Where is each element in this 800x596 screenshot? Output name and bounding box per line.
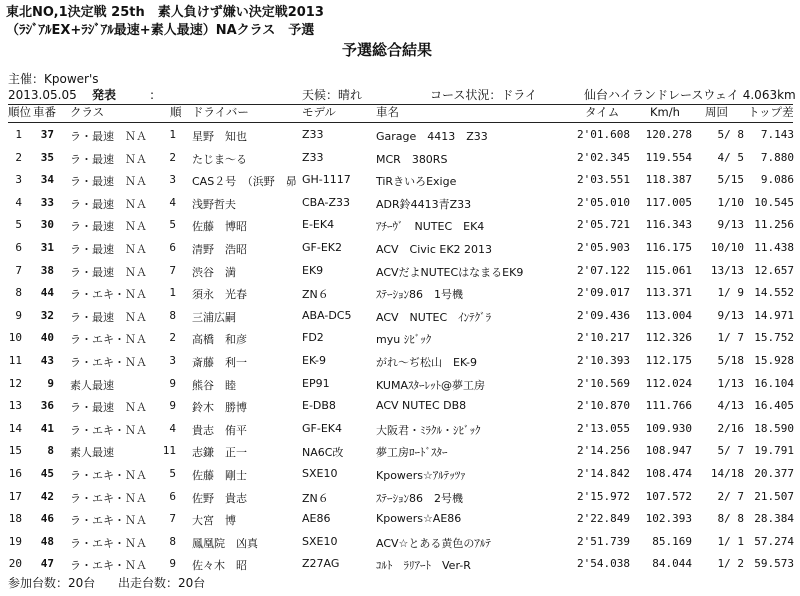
entries-count: 参加台数：20台 [8, 576, 96, 590]
cell-laps: 5/15 [717, 173, 744, 187]
cell-driver: 貴志 侑平 [192, 423, 247, 437]
cell-cls: ラ・エキ・ＮＡ [70, 469, 147, 482]
cell-gap: 15.928 [754, 354, 794, 367]
cell-ord: 3 [169, 173, 176, 187]
cell-laps: 13/13 [710, 263, 744, 277]
cell-laps: 1/ 7 [717, 331, 744, 345]
cell-car: TiRきいろExige [376, 175, 457, 189]
cell-model: EK-9 [302, 354, 326, 367]
cell-ord: 11 [162, 444, 176, 458]
table-row [0, 419, 800, 440]
cell-cls: ラ・エキ・ＮＡ [70, 356, 147, 369]
table-row [0, 487, 800, 508]
cell-time: 2'10.393 [577, 354, 630, 367]
cell-car: MCR 380RS [376, 152, 448, 166]
cell-driver: 佐々木 昭 [192, 559, 247, 573]
table-row [0, 464, 800, 485]
cell-time: 2'05.721 [577, 218, 630, 232]
cell-laps: 5/ 7 [717, 444, 744, 458]
cell-num: 34 [40, 173, 54, 187]
cell-ord: 4 [169, 195, 176, 209]
cell-cls: ラ・最速 ＮＡ [70, 197, 147, 211]
cell-gap: 7.143 [760, 128, 794, 141]
cell-laps: 4/13 [717, 399, 744, 413]
cell-num: 44 [40, 286, 54, 300]
cell-ord: 7 [169, 263, 176, 277]
cell-ord: 5 [169, 467, 176, 480]
col-order: 順 [170, 105, 182, 119]
cell-driver: 清野 浩昭 [192, 243, 247, 256]
cell-num: 40 [40, 331, 54, 345]
col-gap: トップ差 [748, 105, 794, 119]
circuit-name: 仙台ハイランドレースウェイ 4.063km [584, 88, 796, 102]
cell-model: ZN６ [302, 491, 329, 505]
table-row [0, 374, 800, 395]
cell-gap: 14.971 [754, 308, 794, 322]
cell-model: EP91 [302, 376, 330, 390]
cell-laps: 4/ 5 [717, 150, 744, 164]
weather: 天候：晴れ [302, 88, 363, 102]
table-row [0, 215, 800, 236]
cell-car: Kpowers☆AE86 [376, 512, 462, 526]
col-num: 車番 [33, 105, 56, 119]
cell-speed: 116.175 [645, 241, 692, 254]
cell-ord: 5 [169, 218, 176, 232]
cell-num: 8 [47, 444, 54, 458]
table-row [0, 509, 800, 530]
announce-date: 2013.05.05 [8, 88, 77, 102]
cell-cls: ラ・最速 ＮＡ [70, 243, 147, 256]
cell-gap: 28.384 [754, 512, 794, 526]
cell-model: GF-EK4 [302, 421, 342, 435]
cell-driver: 高橋 和彦 [192, 333, 247, 347]
cell-time: 2'22.849 [577, 512, 630, 526]
col-pos: 順位 [8, 105, 31, 119]
cell-num: 38 [40, 263, 54, 277]
cell-model: Z33 [302, 128, 324, 141]
organizer: 主催：Kpower's [8, 72, 99, 86]
table-row [0, 554, 800, 575]
cell-num: 41 [40, 421, 54, 435]
cell-model: ABA-DC5 [302, 308, 352, 322]
col-class: クラス [70, 105, 105, 119]
cell-time: 2'13.055 [577, 421, 630, 435]
cell-ord: 9 [169, 399, 176, 413]
cell-car: KUMAｽﾀｰﾚｯﾄ@夢工房 [376, 378, 485, 392]
table-row [0, 148, 800, 169]
cell-ord: 9 [169, 376, 176, 390]
cell-speed: 85.169 [652, 534, 692, 548]
cell-pos: 19 [8, 534, 22, 548]
cell-pos: 3 [15, 173, 22, 187]
event-title-line1: 東北NO,1決定戦 25th 素人負けず嫌い決定戦2013 [6, 5, 324, 20]
cell-pos: 10 [8, 331, 22, 345]
cell-speed: 84.044 [652, 557, 692, 571]
cell-time: 2'02.345 [577, 150, 630, 164]
cell-ord: 9 [169, 557, 176, 571]
cell-laps: 14/18 [710, 467, 744, 480]
cell-ord: 7 [169, 512, 176, 526]
cell-gap: 11.256 [754, 218, 794, 232]
cell-car: 夢工房ﾛｰﾄﾞｽﾀｰ [376, 446, 448, 460]
cell-car: ACV Civic EK2 2013 [376, 243, 493, 256]
cell-pos: 12 [8, 376, 22, 390]
event-title-line2: （ﾗｼﾞｱﾙEX+ﾗｼﾞｱﾙ最速+素人最速）NAクラス 予選 [6, 23, 315, 38]
cell-driver: 斎藤 利一 [192, 356, 247, 369]
cell-laps: 8/ 8 [717, 512, 744, 526]
cell-gap: 20.377 [754, 467, 794, 480]
table-row [0, 396, 800, 417]
cell-model: ZN６ [302, 288, 329, 302]
cell-speed: 119.554 [645, 150, 692, 164]
cell-pos: 9 [15, 308, 22, 322]
cell-gap: 7.880 [760, 150, 794, 164]
cell-model: FD2 [302, 331, 324, 345]
cell-pos: 16 [8, 467, 22, 480]
cell-gap: 16.405 [754, 399, 794, 413]
cell-num: 47 [40, 557, 54, 571]
cell-car: ACVだよNUTECはなまるEK9 [376, 265, 524, 279]
cell-gap: 18.590 [754, 421, 794, 435]
cell-num: 48 [40, 534, 54, 548]
table-row [0, 125, 800, 146]
cell-time: 2'09.017 [577, 286, 630, 300]
cell-driver: 須永 光春 [192, 288, 247, 302]
cell-laps: 1/ 2 [717, 557, 744, 571]
cell-pos: 7 [15, 263, 22, 277]
cell-pos: 1 [15, 128, 22, 141]
cell-cls: ラ・最速 ＮＡ [70, 265, 147, 279]
cell-speed: 116.343 [645, 218, 692, 232]
cell-laps: 2/16 [717, 421, 744, 435]
cell-ord: 6 [169, 241, 176, 254]
cell-pos: 20 [8, 557, 22, 571]
cell-speed: 112.175 [645, 354, 692, 367]
cell-speed: 112.024 [645, 376, 692, 390]
cell-gap: 11.438 [754, 241, 794, 254]
cell-speed: 113.004 [645, 308, 692, 322]
cell-speed: 102.393 [645, 512, 692, 526]
cell-car: ACV NUTEC DB8 [376, 399, 467, 413]
cell-gap: 15.752 [754, 331, 794, 345]
cell-model: EK9 [302, 263, 324, 277]
table-row [0, 328, 800, 349]
cell-laps: 10/10 [710, 241, 744, 254]
cell-gap: 14.552 [754, 286, 794, 300]
table-row [0, 238, 800, 259]
cell-num: 33 [40, 195, 54, 209]
cell-model: SXE10 [302, 534, 338, 548]
cell-ord: 1 [169, 286, 176, 300]
table-row [0, 283, 800, 304]
cell-num: 9 [47, 376, 54, 390]
starters-count: 出走台数：20台 [118, 576, 206, 590]
cell-driver: 志鎌 正一 [192, 446, 247, 460]
cell-gap: 19.791 [754, 444, 794, 458]
col-speed: Km/h [650, 105, 680, 119]
cell-ord: 2 [169, 331, 176, 345]
cell-model: SXE10 [302, 467, 338, 480]
cell-model: Z27AG [302, 557, 340, 571]
announce-colon: : [150, 88, 155, 102]
cell-cls: ラ・最速 ＮＡ [70, 152, 147, 166]
cell-num: 30 [40, 218, 54, 232]
cell-num: 46 [40, 512, 54, 526]
cell-laps: 2/ 7 [717, 489, 744, 503]
cell-speed: 120.278 [645, 128, 692, 141]
cell-pos: 5 [15, 218, 22, 232]
cell-num: 36 [40, 399, 54, 413]
cell-speed: 113.371 [645, 286, 692, 300]
cell-cls: ラ・エキ・ＮＡ [70, 491, 147, 505]
cell-cls: ラ・エキ・ＮＡ [70, 514, 147, 528]
cell-time: 2'54.038 [577, 557, 630, 571]
cell-driver: 鈴木 勝博 [192, 401, 247, 415]
cell-cls: 素人最速 [70, 378, 114, 392]
cell-cls: ラ・エキ・ＮＡ [70, 559, 147, 573]
cell-driver: 佐藤 剛士 [192, 469, 247, 482]
cell-time: 2'10.870 [577, 399, 630, 413]
cell-laps: 9/13 [717, 308, 744, 322]
cell-speed: 108.947 [645, 444, 692, 458]
cell-driver: 佐藤 博昭 [192, 220, 247, 234]
cell-car: Garage 4413 Z33 [376, 130, 488, 143]
cell-time: 2'14.842 [577, 467, 630, 480]
cell-cls: 素人最速 [70, 446, 114, 460]
cell-ord: 8 [169, 534, 176, 548]
cell-driver: 熊谷 睦 [192, 378, 236, 392]
cell-gap: 10.545 [754, 195, 794, 209]
table-row [0, 261, 800, 282]
cell-pos: 15 [8, 444, 22, 458]
cell-cls: ラ・エキ・ＮＡ [70, 423, 147, 437]
cell-model: NA6C改 [302, 446, 344, 460]
cell-model: CBA-Z33 [302, 195, 351, 209]
cell-model: E-EK4 [302, 218, 335, 232]
cell-car: ｽﾃｰｼｮﾝ86 1号機 [376, 288, 463, 302]
cell-time: 2'15.972 [577, 489, 630, 503]
cell-driver: 大宮 博 [192, 514, 236, 528]
cell-cls: ラ・最速 ＮＡ [70, 220, 147, 234]
cell-cls: ラ・最速 ＮＡ [70, 401, 147, 415]
cell-laps: 1/10 [717, 195, 744, 209]
course-condition: コース状況：ドライ [430, 88, 538, 102]
cell-time: 2'09.436 [577, 308, 630, 322]
cell-num: 42 [40, 489, 54, 503]
col-time: タイム [585, 105, 620, 119]
cell-pos: 4 [15, 195, 22, 209]
table-row [0, 193, 800, 214]
cell-car: myu ｼﾋﾞｯｸ [376, 333, 432, 347]
cell-num: 31 [40, 241, 54, 254]
cell-gap: 59.573 [754, 557, 794, 571]
table-row [0, 351, 800, 372]
cell-speed: 112.326 [645, 331, 692, 345]
cell-model: Z33 [302, 150, 324, 164]
cell-laps: 1/13 [717, 376, 744, 390]
cell-laps: 1/ 1 [717, 534, 744, 548]
cell-ord: 6 [169, 489, 176, 503]
table-row [0, 170, 800, 191]
cell-car: ｺﾙﾄ ﾗﾘｱｰﾄ Ver-R [376, 559, 471, 573]
table-row [0, 306, 800, 327]
cell-gap: 16.104 [754, 376, 794, 390]
cell-speed: 111.766 [645, 399, 692, 413]
cell-laps: 1/ 9 [717, 286, 744, 300]
cell-speed: 115.061 [645, 263, 692, 277]
cell-time: 2'05.010 [577, 195, 630, 209]
col-model: モデル [302, 105, 336, 119]
cell-pos: 17 [8, 489, 22, 503]
cell-pos: 8 [15, 286, 22, 300]
cell-car: ｱﾁｰｳﾞ NUTEC EK4 [376, 220, 485, 234]
cell-pos: 11 [8, 354, 22, 367]
cell-car: ｽﾃｰｼｮﾝ86 2号機 [376, 491, 463, 505]
cell-ord: 3 [169, 354, 176, 367]
table-row [0, 441, 800, 462]
cell-driver: 浅野哲夫 [192, 197, 236, 211]
table-row [0, 532, 800, 553]
cell-laps: 5/ 8 [717, 128, 744, 141]
cell-cls: ラ・エキ・ＮＡ [70, 333, 147, 347]
cell-driver: 三浦広嗣 [192, 310, 236, 324]
announce-label: 発表 [92, 88, 117, 102]
cell-driver: 佐野 貴志 [192, 491, 247, 505]
cell-time: 2'51.739 [577, 534, 630, 548]
cell-model: GH-1117 [302, 173, 351, 187]
cell-driver: CAS２号 （浜野 昴 [192, 175, 297, 189]
cell-cls: ラ・エキ・ＮＡ [70, 288, 147, 302]
cell-gap: 21.507 [754, 489, 794, 503]
cell-pos: 6 [15, 241, 22, 254]
cell-pos: 13 [8, 399, 22, 413]
cell-time: 2'03.551 [577, 173, 630, 187]
col-driver: ドライバー [192, 105, 249, 119]
cell-driver: 星野 知也 [192, 130, 247, 143]
cell-car: がれ～ぢ松山 EK-9 [376, 356, 477, 369]
cell-ord: 8 [169, 308, 176, 322]
cell-gap: 9.086 [760, 173, 794, 187]
cell-cls: ラ・エキ・ＮＡ [70, 536, 147, 550]
cell-num: 43 [40, 354, 54, 367]
cell-num: 45 [40, 467, 54, 480]
cell-speed: 109.930 [645, 421, 692, 435]
cell-car: ACV NUTEC ｲﾝﾃｸﾞﾗ [376, 310, 492, 324]
header-rule-bottom [8, 122, 793, 123]
cell-car: ACV☆とある黄色のｱﾙﾃ [376, 536, 491, 550]
cell-time: 2'05.903 [577, 241, 630, 254]
col-car: 車名 [376, 105, 399, 119]
cell-ord: 1 [169, 128, 176, 141]
cell-num: 35 [40, 150, 54, 164]
page-title: 予選総合結果 [342, 41, 433, 59]
cell-speed: 108.474 [645, 467, 692, 480]
cell-laps: 5/18 [717, 354, 744, 367]
cell-time: 2'10.569 [577, 376, 630, 390]
cell-time: 2'07.122 [577, 263, 630, 277]
cell-time: 2'10.217 [577, 331, 630, 345]
cell-speed: 118.387 [645, 173, 692, 187]
cell-model: GF-EK2 [302, 241, 342, 254]
cell-time: 2'01.608 [577, 128, 630, 141]
cell-pos: 2 [15, 150, 22, 164]
cell-driver: 鳳凰院 凶真 [192, 536, 258, 550]
cell-car: ADR鈴4413青Z33 [376, 197, 472, 211]
cell-num: 37 [40, 128, 54, 141]
cell-speed: 107.572 [645, 489, 692, 503]
cell-driver: 渋谷 満 [192, 265, 236, 279]
cell-time: 2'14.256 [577, 444, 630, 458]
cell-ord: 2 [169, 150, 176, 164]
cell-pos: 18 [8, 512, 22, 526]
cell-model: E-DB8 [302, 399, 336, 413]
cell-laps: 9/13 [717, 218, 744, 232]
col-laps: 周回 [705, 105, 728, 119]
cell-gap: 12.657 [754, 263, 794, 277]
cell-speed: 117.005 [645, 195, 692, 209]
cell-model: AE86 [302, 512, 331, 526]
cell-pos: 14 [8, 421, 22, 435]
cell-ord: 4 [169, 421, 176, 435]
cell-cls: ラ・最速 ＮＡ [70, 175, 147, 189]
cell-num: 32 [40, 308, 54, 322]
cell-cls: ラ・最速 ＮＡ [70, 310, 147, 324]
cell-car: 大阪君・ﾐﾗｸﾙ・ｼﾋﾞｯｸ [376, 423, 481, 437]
cell-gap: 57.274 [754, 534, 794, 548]
cell-cls: ラ・最速 ＮＡ [70, 130, 147, 143]
cell-car: Kpowers☆ｱﾙﾃｯﾂｧ [376, 469, 466, 482]
cell-driver: たじま～る [192, 152, 247, 166]
